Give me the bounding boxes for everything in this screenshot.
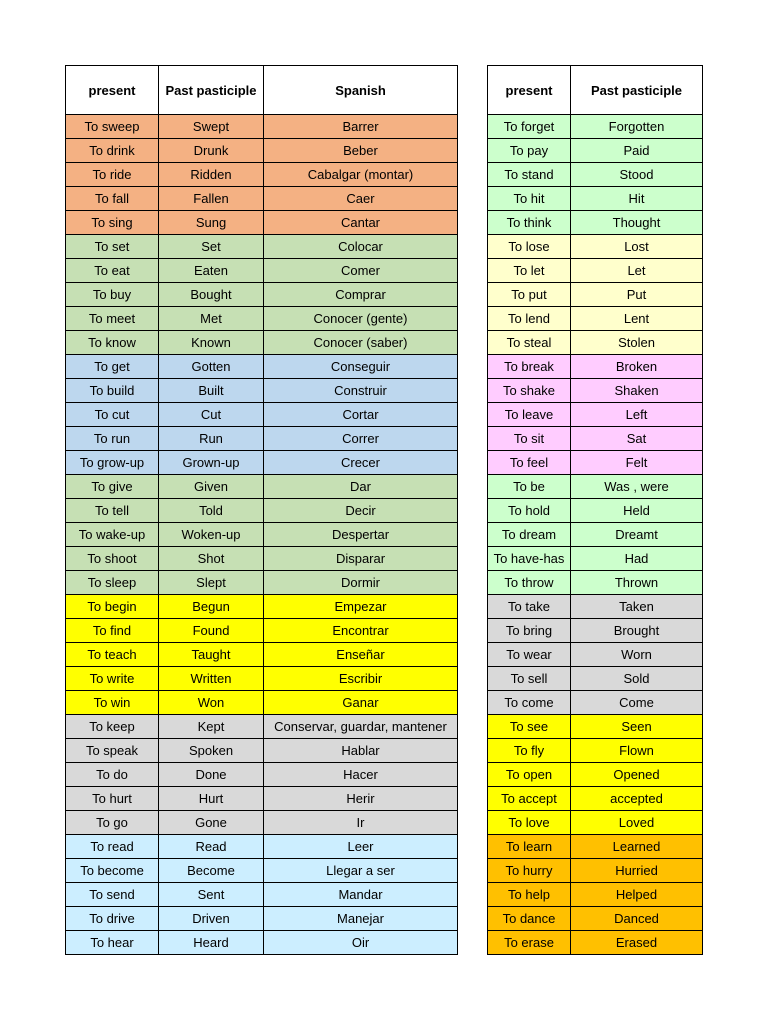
past-participle-cell: accepted <box>571 787 703 811</box>
present-cell: To set <box>66 235 159 259</box>
present-cell: To sing <box>66 211 159 235</box>
verb-table-right <box>487 65 703 955</box>
present-cell: To become <box>66 859 159 883</box>
past-participle-cell: Shaken <box>571 379 703 403</box>
present-cell: To meet <box>66 307 159 331</box>
header-past-participle: Past pasticiple <box>159 66 264 115</box>
past-participle-cell: Come <box>571 691 703 715</box>
table-row <box>66 763 458 787</box>
table-row <box>66 571 458 595</box>
present-cell: To sleep <box>66 571 159 595</box>
header-past-participle: Past pasticiple <box>571 66 703 115</box>
present-cell: To write <box>66 667 159 691</box>
past-participle-cell: Hit <box>571 187 703 211</box>
past-participle-cell: Fallen <box>159 187 264 211</box>
present-cell: To get <box>66 355 159 379</box>
past-participle-cell: Begun <box>159 595 264 619</box>
present-cell: To hit <box>488 187 571 211</box>
present-cell: To fly <box>488 739 571 763</box>
present-cell: To tell <box>66 499 159 523</box>
present-cell: To run <box>66 427 159 451</box>
present-cell: To leave <box>488 403 571 427</box>
spanish-cell: Construir <box>264 379 458 403</box>
past-participle-cell: Felt <box>571 451 703 475</box>
present-cell: To lose <box>488 235 571 259</box>
past-participle-cell: Sold <box>571 667 703 691</box>
table-row <box>66 859 458 883</box>
present-cell: To throw <box>488 571 571 595</box>
past-participle-cell: Sat <box>571 427 703 451</box>
present-cell: To sell <box>488 667 571 691</box>
past-participle-cell: Sent <box>159 883 264 907</box>
present-cell: To hear <box>66 931 159 955</box>
table-row <box>66 523 458 547</box>
present-cell: To love <box>488 811 571 835</box>
table-row <box>488 859 703 883</box>
table-row <box>488 691 703 715</box>
present-cell: To stand <box>488 163 571 187</box>
past-participle-cell: Won <box>159 691 264 715</box>
present-cell: To buy <box>66 283 159 307</box>
table-row <box>488 331 703 355</box>
present-cell: To open <box>488 763 571 787</box>
past-participle-cell: Dreamt <box>571 523 703 547</box>
present-cell: To begin <box>66 595 159 619</box>
past-participle-cell: Found <box>159 619 264 643</box>
spanish-cell: Empezar <box>264 595 458 619</box>
spanish-cell: Correr <box>264 427 458 451</box>
present-cell: To bring <box>488 619 571 643</box>
past-participle-cell: Sung <box>159 211 264 235</box>
header-row <box>488 66 703 115</box>
table-row <box>66 139 458 163</box>
present-cell: To ride <box>66 163 159 187</box>
table-row <box>66 883 458 907</box>
present-cell: To go <box>66 811 159 835</box>
spanish-cell: Hablar <box>264 739 458 763</box>
present-cell: To give <box>66 475 159 499</box>
table-row <box>488 259 703 283</box>
present-cell: To let <box>488 259 571 283</box>
table-row <box>66 499 458 523</box>
present-cell: To teach <box>66 643 159 667</box>
past-participle-cell: Hurt <box>159 787 264 811</box>
present-cell: To dance <box>488 907 571 931</box>
present-cell: To dream <box>488 523 571 547</box>
spanish-cell: Comer <box>264 259 458 283</box>
table-row <box>488 571 703 595</box>
present-cell: To feel <box>488 451 571 475</box>
spanish-cell: Dormir <box>264 571 458 595</box>
past-participle-cell: Worn <box>571 643 703 667</box>
past-participle-cell: Kept <box>159 715 264 739</box>
table-row <box>488 811 703 835</box>
header-spanish: Spanish <box>264 66 458 115</box>
past-participle-cell: Learned <box>571 835 703 859</box>
spanish-cell: Ir <box>264 811 458 835</box>
table-row <box>66 211 458 235</box>
past-participle-cell: Done <box>159 763 264 787</box>
table-row <box>66 811 458 835</box>
past-participle-cell: Ridden <box>159 163 264 187</box>
past-participle-cell: Paid <box>571 139 703 163</box>
present-cell: To take <box>488 595 571 619</box>
spanish-cell: Caer <box>264 187 458 211</box>
present-cell: To erase <box>488 931 571 955</box>
table-row <box>66 307 458 331</box>
present-cell: To do <box>66 763 159 787</box>
past-participle-cell: Eaten <box>159 259 264 283</box>
table-row <box>488 451 703 475</box>
past-participle-cell: Known <box>159 331 264 355</box>
table-row <box>66 403 458 427</box>
table-row <box>66 715 458 739</box>
past-participle-cell: Let <box>571 259 703 283</box>
present-cell: To help <box>488 883 571 907</box>
present-cell: To lend <box>488 307 571 331</box>
table-row <box>66 451 458 475</box>
present-cell: To read <box>66 835 159 859</box>
spanish-cell: Conocer (saber) <box>264 331 458 355</box>
table-row <box>66 667 458 691</box>
present-cell: To drink <box>66 139 159 163</box>
table-row <box>488 595 703 619</box>
past-participle-cell: Left <box>571 403 703 427</box>
past-participle-cell: Was , were <box>571 475 703 499</box>
table-row <box>488 211 703 235</box>
present-cell: To wake-up <box>66 523 159 547</box>
table-row <box>488 139 703 163</box>
past-participle-cell: Stolen <box>571 331 703 355</box>
table-row <box>488 763 703 787</box>
present-cell: To sweep <box>66 115 159 139</box>
verb-table-right-body <box>488 115 703 955</box>
table-row <box>66 331 458 355</box>
past-participle-cell: Bought <box>159 283 264 307</box>
table-row <box>66 739 458 763</box>
past-participle-cell: Heard <box>159 931 264 955</box>
spanish-cell: Cantar <box>264 211 458 235</box>
past-participle-cell: Written <box>159 667 264 691</box>
header-present: present <box>488 66 571 115</box>
table-row <box>488 667 703 691</box>
past-participle-cell: Opened <box>571 763 703 787</box>
present-cell: To cut <box>66 403 159 427</box>
table-row <box>488 931 703 955</box>
table-row <box>488 283 703 307</box>
past-participle-cell: Taken <box>571 595 703 619</box>
present-cell: To speak <box>66 739 159 763</box>
spanish-cell: Enseñar <box>264 643 458 667</box>
table-row <box>488 235 703 259</box>
table-row <box>66 787 458 811</box>
past-participle-cell: Spoken <box>159 739 264 763</box>
past-participle-cell: Lent <box>571 307 703 331</box>
past-participle-cell: Lost <box>571 235 703 259</box>
spanish-cell: Mandar <box>264 883 458 907</box>
table-row <box>488 907 703 931</box>
past-participle-cell: Broken <box>571 355 703 379</box>
present-cell: To steal <box>488 331 571 355</box>
table-row <box>488 523 703 547</box>
spanish-cell: Escribir <box>264 667 458 691</box>
table-row <box>488 643 703 667</box>
spanish-cell: Disparar <box>264 547 458 571</box>
present-cell: To pay <box>488 139 571 163</box>
present-cell: To know <box>66 331 159 355</box>
table-row <box>66 835 458 859</box>
table-row <box>488 835 703 859</box>
spanish-cell: Leer <box>264 835 458 859</box>
past-participle-cell: Driven <box>159 907 264 931</box>
table-row <box>488 739 703 763</box>
spanish-cell: Dar <box>264 475 458 499</box>
present-cell: To come <box>488 691 571 715</box>
present-cell: To learn <box>488 835 571 859</box>
table-row <box>66 931 458 955</box>
present-cell: To shoot <box>66 547 159 571</box>
table-row <box>488 883 703 907</box>
past-participle-cell: Shot <box>159 547 264 571</box>
table-row <box>488 379 703 403</box>
table-row <box>66 595 458 619</box>
past-participle-cell: Gone <box>159 811 264 835</box>
table-row <box>66 427 458 451</box>
table-row <box>66 643 458 667</box>
present-cell: To hold <box>488 499 571 523</box>
present-cell: To break <box>488 355 571 379</box>
table-row <box>488 547 703 571</box>
past-participle-cell: Drunk <box>159 139 264 163</box>
past-participle-cell: Become <box>159 859 264 883</box>
table-row <box>66 235 458 259</box>
spanish-cell: Oir <box>264 931 458 955</box>
past-participle-cell: Grown-up <box>159 451 264 475</box>
table-row <box>488 787 703 811</box>
table-row <box>66 691 458 715</box>
spanish-cell: Cortar <box>264 403 458 427</box>
past-participle-cell: Read <box>159 835 264 859</box>
past-participle-cell: Loved <box>571 811 703 835</box>
past-participle-cell: Forgotten <box>571 115 703 139</box>
table-row <box>488 715 703 739</box>
spanish-cell: Ganar <box>264 691 458 715</box>
present-cell: To sit <box>488 427 571 451</box>
spanish-cell: Manejar <box>264 907 458 931</box>
present-cell: To eat <box>66 259 159 283</box>
table-row <box>488 427 703 451</box>
spanish-cell: Conocer (gente) <box>264 307 458 331</box>
past-participle-cell: Given <box>159 475 264 499</box>
verb-table-left-body <box>66 115 458 955</box>
present-cell: To put <box>488 283 571 307</box>
present-cell: To grow-up <box>66 451 159 475</box>
past-participle-cell: Built <box>159 379 264 403</box>
table-row <box>66 187 458 211</box>
past-participle-cell: Swept <box>159 115 264 139</box>
spanish-cell: Decir <box>264 499 458 523</box>
past-participle-cell: Gotten <box>159 355 264 379</box>
table-row <box>488 163 703 187</box>
present-cell: To have-has <box>488 547 571 571</box>
past-participle-cell: Run <box>159 427 264 451</box>
past-participle-cell: Woken-up <box>159 523 264 547</box>
past-participle-cell: Brought <box>571 619 703 643</box>
table-row <box>66 619 458 643</box>
table-row <box>488 619 703 643</box>
past-participle-cell: Slept <box>159 571 264 595</box>
past-participle-cell: Taught <box>159 643 264 667</box>
past-participle-cell: Put <box>571 283 703 307</box>
past-participle-cell: Flown <box>571 739 703 763</box>
past-participle-cell: Held <box>571 499 703 523</box>
spanish-cell: Barrer <box>264 115 458 139</box>
spanish-cell: Conservar, guardar, mantener <box>264 715 458 739</box>
spanish-cell: Despertar <box>264 523 458 547</box>
past-participle-cell: Helped <box>571 883 703 907</box>
present-cell: To hurt <box>66 787 159 811</box>
past-participle-cell: Met <box>159 307 264 331</box>
present-cell: To wear <box>488 643 571 667</box>
table-row <box>66 355 458 379</box>
spanish-cell: Llegar a ser <box>264 859 458 883</box>
past-participle-cell: Cut <box>159 403 264 427</box>
present-cell: To shake <box>488 379 571 403</box>
spanish-cell: Hacer <box>264 763 458 787</box>
past-participle-cell: Thrown <box>571 571 703 595</box>
table-row <box>488 475 703 499</box>
table-row <box>488 115 703 139</box>
spanish-cell: Cabalgar (montar) <box>264 163 458 187</box>
present-cell: To build <box>66 379 159 403</box>
spanish-cell: Herir <box>264 787 458 811</box>
present-cell: To hurry <box>488 859 571 883</box>
spanish-cell: Comprar <box>264 283 458 307</box>
present-cell: To keep <box>66 715 159 739</box>
table-row <box>488 187 703 211</box>
present-cell: To forget <box>488 115 571 139</box>
present-cell: To win <box>66 691 159 715</box>
table-row <box>488 403 703 427</box>
past-participle-cell: Had <box>571 547 703 571</box>
table-row <box>66 283 458 307</box>
present-cell: To fall <box>66 187 159 211</box>
table-row <box>66 907 458 931</box>
table-row <box>66 259 458 283</box>
past-participle-cell: Seen <box>571 715 703 739</box>
past-participle-cell: Thought <box>571 211 703 235</box>
present-cell: To accept <box>488 787 571 811</box>
header-present: present <box>66 66 159 115</box>
table-row <box>66 379 458 403</box>
verb-table-left <box>65 65 458 955</box>
table-row <box>488 499 703 523</box>
past-participle-cell: Set <box>159 235 264 259</box>
present-cell: To be <box>488 475 571 499</box>
past-participle-cell: Told <box>159 499 264 523</box>
spanish-cell: Colocar <box>264 235 458 259</box>
table-row <box>66 163 458 187</box>
past-participle-cell: Danced <box>571 907 703 931</box>
table-row <box>488 307 703 331</box>
present-cell: To find <box>66 619 159 643</box>
spanish-cell: Beber <box>264 139 458 163</box>
past-participle-cell: Hurried <box>571 859 703 883</box>
spanish-cell: Conseguir <box>264 355 458 379</box>
present-cell: To send <box>66 883 159 907</box>
table-row <box>66 547 458 571</box>
table-row <box>488 355 703 379</box>
table-row <box>66 475 458 499</box>
present-cell: To see <box>488 715 571 739</box>
table-row <box>66 115 458 139</box>
header-row <box>66 66 458 115</box>
past-participle-cell: Stood <box>571 163 703 187</box>
past-participle-cell: Erased <box>571 931 703 955</box>
spanish-cell: Encontrar <box>264 619 458 643</box>
spanish-cell: Crecer <box>264 451 458 475</box>
present-cell: To drive <box>66 907 159 931</box>
present-cell: To think <box>488 211 571 235</box>
